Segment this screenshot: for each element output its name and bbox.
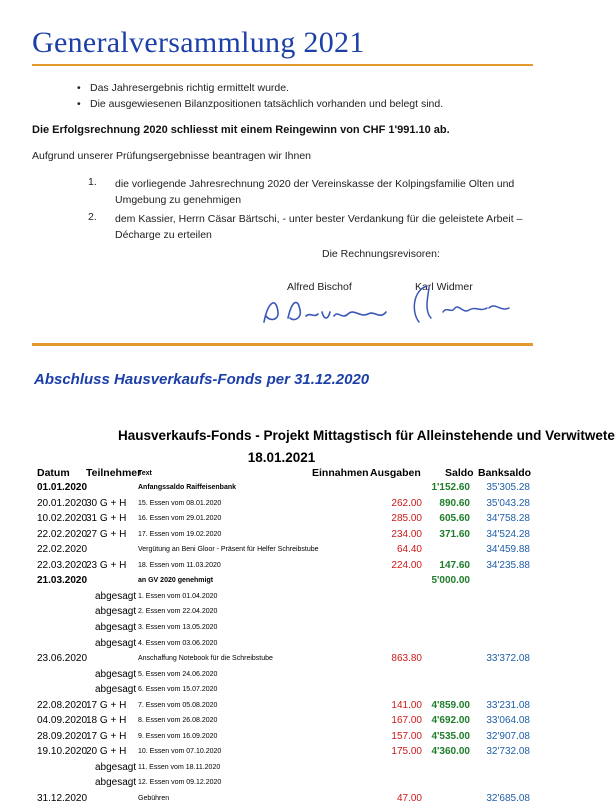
cell-ausgaben: 157.00 (391, 730, 422, 742)
cell-saldo: 1'152.60 (431, 482, 470, 493)
cell-saldo: 4'692.00 (431, 715, 470, 727)
item-text: die vorliegende Jahresrechnung 2020 der Vereinskasse der Kolpingsfamilie Olten und Umgebung zu genehmigen (115, 178, 515, 206)
table-date: 18.01.2021 (247, 450, 316, 465)
bullet-text: Die ausgewiesenen Bilanzpositionen tatsächlich vorhanden und belegt sind. (90, 98, 444, 110)
bullet-text: Das Jahresergebnis richtig ermittelt wurde. (90, 82, 289, 94)
table-row (0, 669, 563, 683)
cell-saldo: 4'360.00 (431, 746, 470, 758)
signoff-text: Die Rechnungsrevisoren: (322, 248, 440, 260)
cell-banksaldo: 32'685.08 (486, 793, 530, 804)
cell-saldo: 605.60 (439, 513, 470, 525)
cell-datum: 20.01.2020 (37, 497, 88, 509)
cell-ausgaben: 64.40 (396, 544, 422, 556)
table-row (0, 513, 563, 527)
section-rule (32, 343, 533, 346)
cell-banksaldo: 34'758.28 (486, 513, 530, 525)
cell-ausgaben: 285.00 (391, 513, 422, 525)
cell-text: 7. Essen vom 05.08.2020 (138, 701, 218, 709)
cell-ausgaben: 167.00 (391, 715, 422, 727)
bullet-icon: • (77, 82, 81, 94)
table-row (0, 498, 563, 512)
table-row (0, 529, 563, 543)
bullet-item (77, 98, 444, 110)
table-row (0, 746, 563, 760)
table-row (0, 700, 563, 714)
cell-text: 10. Essen vom 07.10.2020 (138, 748, 222, 756)
header-einnahmen: Einnahmen (312, 467, 369, 479)
cell-datum: 21.03.2020 (37, 575, 88, 587)
table-row (0, 715, 563, 729)
table-row (0, 622, 563, 636)
cell-ausgaben: 262.00 (391, 497, 422, 509)
section-title: Abschluss Hausverkaufs-Fonds per 31.12.2020 (34, 371, 370, 388)
cell-teilnehmer: abgesagt (95, 684, 137, 696)
cell-text: 5. Essen vom 24.06.2020 (138, 670, 218, 678)
table-row (0, 606, 563, 620)
cell-text: Anfangssaldo Raiffeisenbank (138, 484, 237, 491)
cell-ausgaben: 234.00 (391, 528, 422, 540)
signature-widmer (405, 282, 525, 326)
cell-datum: 10.02.2020 (37, 513, 88, 525)
bullet-icon: • (77, 98, 81, 110)
cell-saldo: 5'000.00 (431, 575, 470, 587)
cell-text: 4. Essen vom 03.06.2020 (138, 639, 218, 647)
cell-banksaldo: 32'907.08 (486, 730, 530, 742)
cell-text: 6. Essen vom 15.07.2020 (138, 686, 218, 694)
cell-ausgaben: 47.00 (396, 793, 422, 804)
cell-teilnehmer: 27 G + H (86, 528, 127, 540)
cell-text: 8. Essen vom 26.08.2020 (138, 717, 218, 725)
cell-datum: 28.09.2020 (37, 730, 88, 742)
table-row (0, 793, 563, 807)
cell-text: 2. Essen vom 22.04.2020 (138, 608, 218, 616)
table-row (0, 560, 563, 574)
table-row (0, 653, 563, 667)
cell-teilnehmer: abgesagt (95, 621, 137, 633)
header-text: Text (138, 470, 152, 477)
cell-teilnehmer: 20 G + H (86, 746, 127, 758)
header-datum: Datum (37, 467, 70, 479)
cell-saldo: 4'535.00 (431, 730, 470, 742)
table-row (0, 591, 563, 605)
cell-teilnehmer: abgesagt (95, 668, 137, 680)
header-ausgaben: Ausgaben (370, 467, 421, 479)
cell-saldo: 4'859.00 (431, 699, 470, 711)
cell-text: 3. Essen vom 13.05.2020 (138, 623, 218, 631)
cell-banksaldo: 35'305.28 (486, 482, 530, 493)
cell-text: Vergütung an Beni Gloor - Präsent für Helfer Schreibstube (138, 546, 319, 554)
cell-datum: 01.01.2020 (37, 482, 88, 493)
signer-name: Karl Widmer (415, 281, 473, 293)
cell-teilnehmer: abgesagt (95, 590, 137, 602)
cell-datum: 22.03.2020 (37, 559, 88, 571)
cell-banksaldo: 34'235.88 (486, 559, 530, 571)
cell-datum: 22.02.2020 (37, 528, 88, 540)
cell-text: an GV 2020 genehmigt (138, 577, 214, 585)
cell-banksaldo: 34'459.88 (486, 544, 530, 556)
cell-text: 1. Essen vom 01.04.2020 (138, 592, 218, 600)
cell-datum: 22.08.2020 (37, 699, 88, 711)
cell-banksaldo: 33'231.08 (486, 699, 530, 711)
cell-teilnehmer: abgesagt (95, 777, 137, 789)
cell-ausgaben: 175.00 (391, 746, 422, 758)
cell-teilnehmer: 30 G + H (86, 497, 127, 509)
table-heading: Hausverkaufs-Fonds - Projekt Mittagstisch für Alleinstehende und Verwitwete (118, 428, 615, 443)
intro-text: Aufgrund unserer Prüfungsergebnisse beantragen wir Ihnen (32, 150, 312, 162)
item-number: 1. (88, 176, 97, 188)
table-row (0, 544, 563, 558)
cell-text: Anschaffung Notebook für die Schreibstube (138, 655, 273, 663)
item-text: dem Kassier, Herrn Cäsar Bärtschi, - unter bester Verdankung für die geleistete Arbeit – Décharge zu erteilen (115, 213, 523, 241)
page-title: Generalversammlung 2021 (32, 26, 365, 59)
cell-saldo: 371.60 (439, 528, 470, 540)
cell-banksaldo: 33'372.08 (486, 653, 530, 665)
cell-text: 9. Essen vom 16.09.2020 (138, 732, 218, 740)
table-row (0, 762, 563, 776)
cell-teilnehmer: 17 G + H (86, 699, 127, 711)
table-row (0, 684, 563, 698)
cell-text: 18. Essen vom 11.03.2020 (138, 561, 221, 569)
cell-ausgaben: 224.00 (391, 559, 422, 571)
cell-ausgaben: 863.80 (391, 653, 422, 665)
cell-teilnehmer: abgesagt (95, 606, 137, 618)
cell-teilnehmer: abgesagt (95, 637, 137, 649)
item-number: 2. (88, 211, 97, 223)
cell-ausgaben: 141.00 (391, 699, 422, 711)
table-row (0, 731, 563, 745)
table-row (0, 575, 563, 589)
cell-datum: 22.02.2020 (37, 544, 88, 556)
cell-text: Gebühren (138, 795, 170, 802)
cell-datum: 04.09.2020 (37, 715, 88, 727)
cell-datum: 23.06.2020 (37, 653, 88, 665)
signer-name: Alfred Bischof (287, 281, 352, 293)
header-saldo: Saldo (445, 467, 474, 479)
table-row (0, 482, 563, 496)
cell-text: 12. Essen vom 09.12.2020 (138, 779, 222, 787)
cell-saldo: 147.60 (439, 559, 470, 571)
cell-teilnehmer: 17 G + H (86, 730, 127, 742)
header-teilnehmer: Teilnehmer (86, 467, 142, 479)
header-banksaldo: Banksaldo (478, 467, 532, 479)
result-statement: Die Erfolgsrechnung 2020 schliesst mit einem Reingewinn von CHF 1'991.10 ab. (32, 124, 450, 136)
cell-saldo: 890.60 (439, 497, 470, 509)
cell-teilnehmer: 18 G + H (86, 715, 127, 727)
cell-text: 16. Essen vom 29.01.2020 (138, 515, 222, 523)
cell-banksaldo: 35'043.28 (486, 497, 530, 509)
cell-teilnehmer: 31 G + H (86, 513, 127, 525)
cell-banksaldo: 34'524.28 (486, 528, 530, 540)
signature-bischof (258, 292, 398, 328)
cell-teilnehmer: abgesagt (95, 761, 137, 773)
cell-text: 11. Essen vom 18.11.2020 (138, 763, 221, 771)
cell-banksaldo: 32'732.08 (486, 746, 530, 758)
cell-text: 15. Essen vom 08.01.2020 (138, 499, 222, 507)
title-rule (32, 64, 533, 66)
table-row (0, 638, 563, 652)
cell-banksaldo: 33'064.08 (486, 715, 530, 727)
cell-datum: 19.10.2020 (37, 746, 88, 758)
cell-teilnehmer: 23 G + H (86, 559, 127, 571)
cell-text: 17. Essen vom 19.02.2020 (138, 530, 222, 538)
table-row (0, 777, 563, 791)
bullet-item (77, 82, 289, 94)
cell-datum: 31.12.2020 (37, 793, 88, 804)
